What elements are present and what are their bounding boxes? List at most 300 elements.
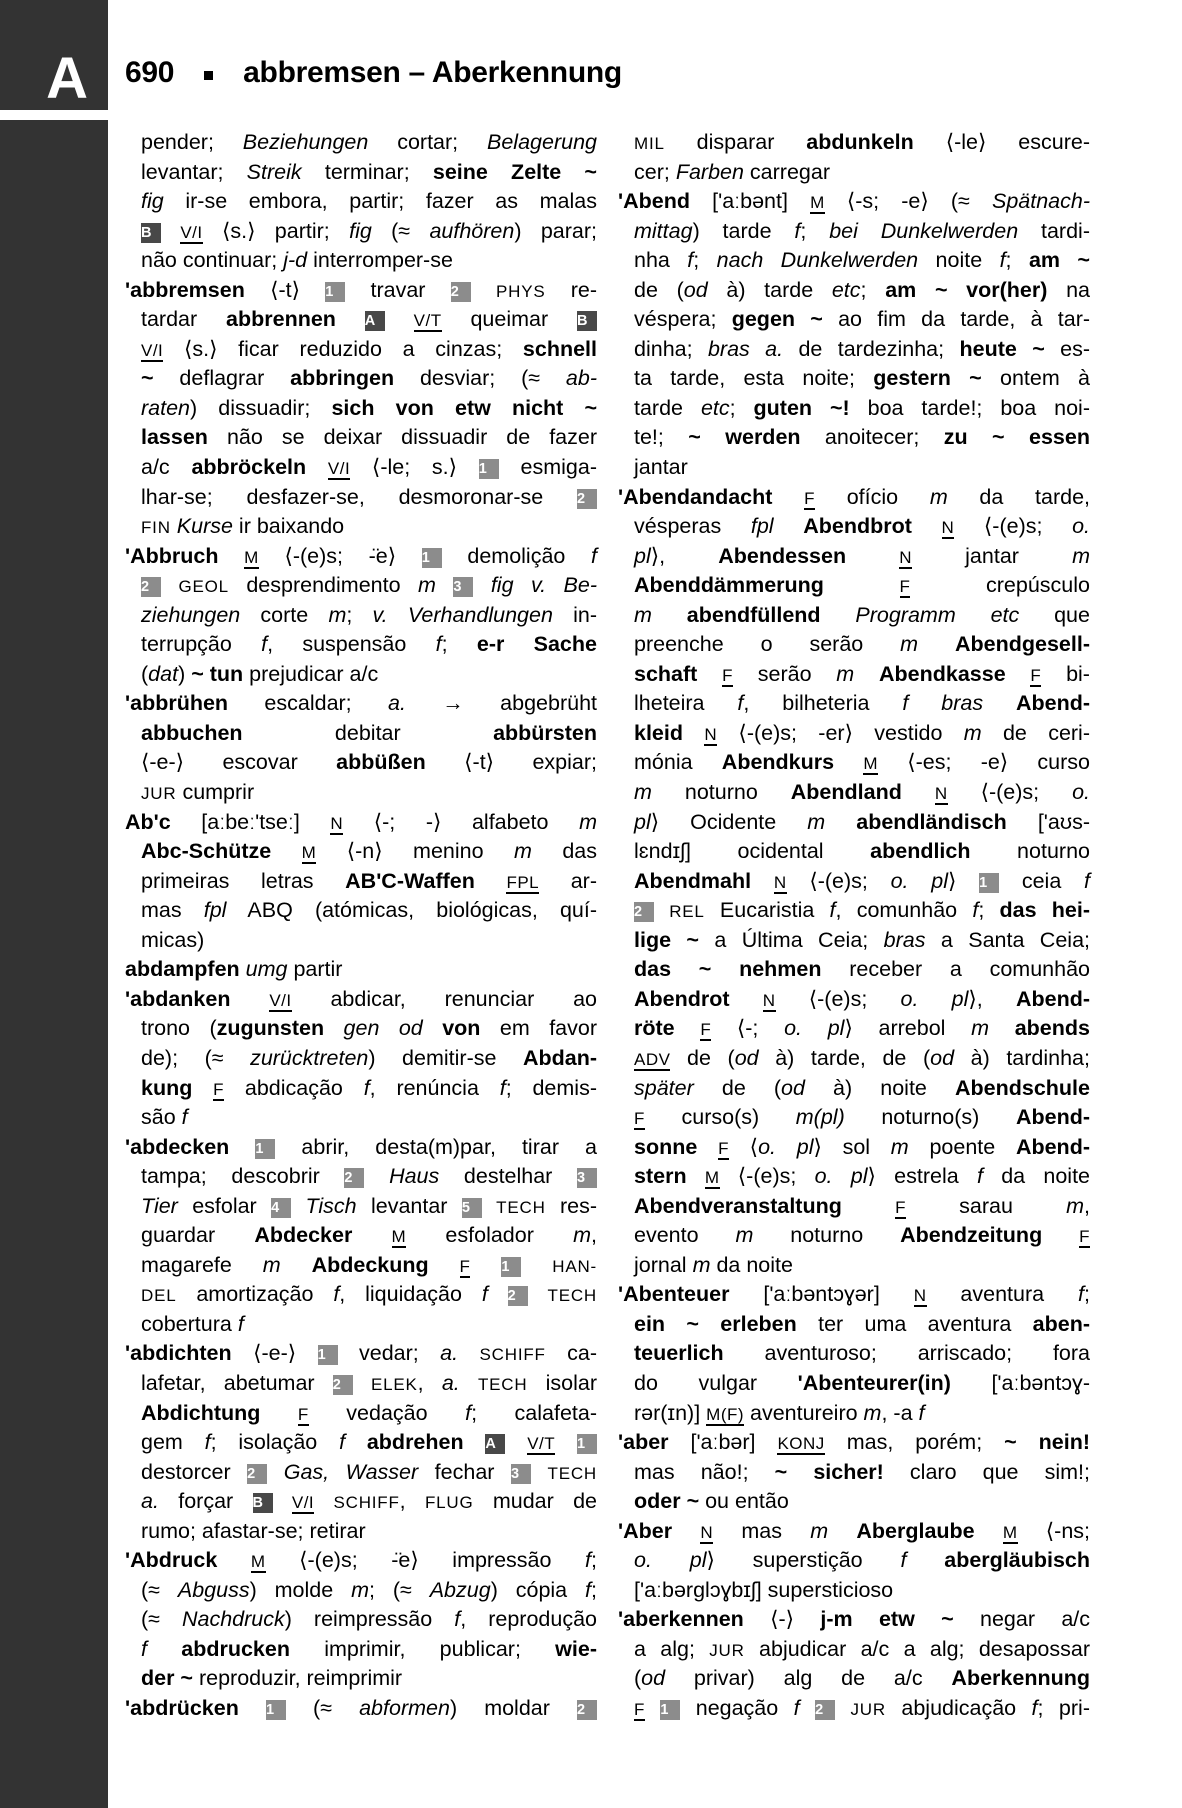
text-run: f [204,1430,211,1455]
text-run: 'Abdruck [125,1548,218,1573]
text-run [821,603,856,627]
text-run: 'Abend [618,189,690,214]
pos-label: M [301,843,317,863]
text-run: ; [1084,1282,1090,1307]
text-run: m [634,602,652,627]
text-run: 'aberkennen [618,1607,744,1632]
text-run: Aberkennung [951,1666,1090,1691]
field-label: REL [669,902,705,922]
text-run: ⟨-n⟩ menino [316,839,514,864]
text-run: nha [634,248,688,273]
dictionary-line [618,1517,1090,1547]
text-run: ⟨-(e)s; [786,868,891,893]
text-run: , suspensão [267,632,436,657]
text-run: f [829,898,836,923]
text-run [260,1401,298,1425]
text-run: von [442,1016,481,1041]
dictionary-line [125,1399,597,1429]
text-run: f [481,1282,488,1307]
text-run: ) tarde [692,218,795,243]
pos-label: N [700,1522,714,1542]
dictionary-line [618,955,1090,985]
text-run: seine Zelte ~ [432,159,597,184]
text-run: terrupção [141,632,262,657]
text-run [672,1519,700,1543]
text-run [267,1460,284,1484]
dictionary-line [125,1369,597,1399]
text-run [385,307,414,331]
text-run: Eucaristia [704,898,830,923]
text-run: de ( [634,277,684,302]
dictionary-line [125,1546,597,1576]
field-label: PHYS [495,281,546,301]
text-run: ⟨-(e)s; [954,514,1073,539]
pos-label: N [913,1286,927,1306]
text-run: bei Dunkelwerden [829,218,1019,243]
dictionary-line [125,1487,597,1517]
text-run: véspera; [634,307,732,332]
text-run: lhar-se; desfazer-se, desmoronar-se [141,484,577,509]
text-run: 'Abbruch [125,543,219,568]
text-run: rər(ɪn)] [634,1400,707,1425]
pos-label: F [718,1138,729,1158]
text-run: f [339,1430,346,1455]
text-run: fig [141,189,164,214]
dictionary-line [618,335,1090,365]
text-run [846,544,899,568]
text-run: negação [680,1695,794,1720]
text-run: ⟨-; [711,1016,785,1041]
text-run: m [1066,1193,1085,1218]
text-run: fig [349,218,372,243]
text-run: od [683,277,708,302]
text-run [458,1341,479,1365]
pos-label: F [459,1256,471,1276]
dictionary-line [125,926,597,956]
text-run [555,1430,577,1454]
text-run [271,839,301,863]
text-run [918,632,955,656]
text-run: m [836,661,855,686]
pos-label: KONJ [777,1434,825,1454]
text-run: etc [831,277,861,302]
dictionary-line [618,808,1090,838]
text-run [475,869,507,893]
text-run: später [634,1075,694,1100]
text-run: ; [729,395,754,420]
text-run: da noite [710,1252,793,1277]
text-run [521,1253,552,1277]
text-run [906,1548,944,1572]
text-run: guardar [141,1223,255,1248]
field-label: GEOL [178,577,229,597]
dictionary-line [125,689,597,719]
text-run: ⟩ estrela [867,1164,977,1189]
pos-label: V/I [180,222,203,242]
dictionary-line [618,1487,1090,1517]
text-run: e-r Sache [476,632,597,657]
text-run: ⟨-es; -e⟩ curso [878,750,1090,775]
text-run [828,1519,856,1543]
text-run: ⟨-e-⟩ escovar [141,750,337,775]
text-run: , [591,1223,597,1248]
text-run [774,514,804,538]
text-run: röte [634,1016,675,1041]
text-run: cer; [634,159,676,184]
pos-label: M(F) [706,1404,745,1424]
text-run: esfolar [177,1193,272,1218]
text-run: f [999,248,1006,273]
text-run: são [141,1105,182,1130]
text-run: raten [141,395,191,420]
letter-badge: B [577,311,597,331]
dictionary-line [618,305,1090,335]
text-run: ) reimpressão [284,1607,455,1632]
text-run: 'abdecken [125,1134,230,1159]
pos-label: F [895,1197,906,1217]
text-run: ; (≈ [369,1577,430,1602]
text-run: receber a comunhão [821,957,1090,982]
text-run: ~ tun [191,661,244,686]
text-run: ; calafeta- [471,1400,597,1425]
dictionary-line [618,630,1090,660]
dictionary-line [125,719,597,749]
text-run: 'Abenteurer(in) [797,1370,951,1395]
dictionary-line [618,1221,1090,1251]
pos-label: FPL [506,872,540,892]
text-run: ca- [545,1341,598,1366]
text-run [281,1253,312,1277]
text-run: schnell [522,336,597,361]
text-run: mónia [634,750,722,775]
pos-label: F [634,1699,645,1719]
text-run: Abendland [790,780,902,805]
dictionary-line [125,128,597,158]
text-run: Abdichtung [141,1400,261,1425]
text-run: oder ~ [634,1489,700,1514]
text-run [902,780,935,804]
field-label: FIN [141,518,171,538]
text-run: m [810,1518,829,1543]
number-badge: 1 [501,1257,521,1277]
text-run [229,1135,255,1159]
text-run: umg [245,957,288,982]
text-run: desviar; (≈ [394,366,566,391]
text-run: mas [141,898,204,923]
text-run [364,1164,389,1188]
text-run: m [735,1223,754,1248]
text-run: ['aːbərglɔɣbɪʃ] supersticioso [634,1577,894,1602]
text-run: que [1019,602,1090,627]
text-run [147,1637,181,1661]
text-run: destorcer [141,1459,248,1484]
pos-label: N [899,547,913,567]
page-number: 690 [125,56,175,89]
text-run: ⟨s.⟩ ficar reduzido a cinzas; [163,336,523,361]
dictionary-line [125,453,597,483]
pos-label: M [810,193,825,213]
text-run: o. pl [900,986,969,1011]
text-run: fpl [203,898,227,923]
text-run: v. Verhandlungen [372,602,553,627]
text-run: → abgebrüht [405,691,597,716]
text-run [531,1460,548,1484]
text-run: abendländisch [856,809,1007,834]
text-run: rumo; afastar-se; retirar [141,1518,366,1543]
text-run: zu ~ essen [943,425,1090,450]
dictionary-line [618,276,1090,306]
dictionary-line [618,1074,1090,1104]
text-run: negar a/c [953,1607,1090,1632]
text-run: anoitecer; [800,425,944,450]
text-run: Abc-Schütze [141,839,272,864]
text-run: Abendkurs [721,750,835,775]
pos-label: N [941,518,955,538]
pos-label: V/I [327,459,351,479]
text-run: , bilheteria [743,691,903,716]
text-run: a. [441,1370,460,1395]
text-run: abbrennen [226,307,336,332]
number-badge: 4 [271,1198,291,1218]
text-run: ) molde [249,1577,352,1602]
dictionary-line [618,1103,1090,1133]
text-run: f [591,543,597,568]
text-run: em favor [480,1016,597,1041]
text-run [473,573,490,597]
text-run: sonne [634,1134,698,1159]
dictionary-line [618,394,1090,424]
text-run: 'Abenteuer [618,1282,730,1307]
text-run: ab- [565,366,597,391]
text-run: cumprir [176,780,255,805]
pos-label: V/I [269,990,292,1010]
text-run: tardi- [1018,218,1090,243]
text-run: kung [141,1075,193,1100]
dictionary-line [125,1103,597,1133]
number-badge: 2 [247,1464,267,1484]
text-run: micas) [141,927,205,952]
text-run: ⟨-(e)s; [719,1164,815,1189]
text-run: 'Abendandacht [618,484,773,509]
dictionary-line [618,1133,1090,1163]
text-run [460,1371,478,1395]
text-run: lafetar, abetumar [141,1370,333,1395]
text-run: Abdecker [254,1223,353,1248]
text-run: guten ~! [753,395,850,420]
number-badge: 1 [325,282,345,302]
number-badge: 2 [508,1286,528,1306]
text-run: magarefe [141,1252,263,1277]
text-run: heute ~ [959,336,1045,361]
dictionary-line [125,1192,597,1222]
text-run: 'abbremsen [125,277,245,302]
letter-badge: B [141,223,161,243]
text-run: 'abdrücken [125,1695,239,1720]
text-run [975,1519,1003,1543]
text-run: Abendgesell- [955,632,1090,657]
text-run: cobertura [141,1311,238,1336]
dictionary-line [125,187,597,217]
text-run: queimar [441,307,577,332]
text-run: Abend- [1015,1134,1090,1159]
text-run: ⟨-t⟩ [244,277,326,302]
text-run [353,1371,371,1395]
dictionary-line [618,1014,1090,1044]
text-run: m [513,839,532,864]
dictionary-line [125,896,597,926]
text-run: ['aːbəntɔɣər] [729,1282,914,1307]
text-run: ( [634,1666,642,1691]
text-run: Haus [389,1164,440,1189]
text-run: ) moldar [449,1695,577,1720]
text-run: od [781,1075,805,1100]
text-run: bi- [1041,661,1090,686]
text-run: Abendzeitung [900,1223,1043,1248]
text-run: esmiga- [498,455,597,480]
dictionary-line [618,423,1090,453]
text-run: m [417,573,436,598]
text-run: ⟩ superstição [706,1548,901,1573]
pos-label: M [250,1552,266,1572]
text-run: de ceri- [981,720,1090,745]
text-run [324,1016,343,1040]
text-run: ⟩ sol [813,1134,891,1159]
text-run: tampa; descobrir [141,1164,345,1189]
text-run: das ~ nehmen [634,957,822,982]
text-run: corte [240,602,329,627]
text-run [912,514,942,538]
text-run: Abzug [429,1577,491,1602]
dictionary-line [125,630,597,660]
text-run: ) [178,661,192,686]
text-run: levantar [356,1193,462,1218]
text-run: Abenddämmerung [634,573,824,598]
text-run: noturno [970,839,1090,864]
number-badge: 1 [577,1434,597,1454]
text-run: f [976,1164,983,1189]
text-run [352,1223,391,1247]
text-run: ; [346,602,373,627]
dictionary-line [618,542,1090,572]
dictionary-line [618,512,1090,542]
text-run: f [435,632,442,657]
number-badge: 1 [979,873,999,893]
text-run: cortar; [368,130,487,154]
text-run: ⟨s.⟩ partir; [202,218,350,243]
dictionary-line [618,1546,1090,1576]
text-run: noite [918,248,1000,273]
text-run: gestern ~ [873,366,982,391]
field-label: HAN- [552,1256,598,1276]
dictionary-line [125,955,597,985]
text-run: (≈ [141,1577,178,1602]
text-run: teuerlich [634,1341,724,1366]
text-run: m [963,720,982,745]
number-badge: 5 [462,1198,482,1218]
dictionary-line [618,364,1090,394]
text-run: vedação [308,1400,466,1425]
dictionary-line [125,305,597,335]
text-run: destelhar [439,1164,577,1189]
text-run: bras a. [707,336,784,361]
dictionary-line [618,217,1090,247]
dictionary-line [125,1044,597,1074]
text-run: Abdeckung [311,1252,429,1277]
text-run: ) parar; [514,218,597,243]
dictionary-line [618,1251,1090,1281]
text-run: abdampfen [125,957,240,982]
text-run: etc [700,395,730,420]
text-run: crepúsculo [910,573,1090,598]
text-run: lɛndɪʃ] ocidental [634,839,871,864]
dictionary-line [125,985,597,1015]
text-run: ⟨-(e)s; [775,986,901,1011]
text-run: claro que sim!; [883,1459,1090,1484]
text-run: Kurse [176,514,233,539]
text-run: Ab'c [125,809,171,834]
text-run: in- [552,602,597,627]
dictionary-line [618,601,1090,631]
text-run: das [531,839,597,864]
text-run: ⟨-; -⟩ alfabeto [343,809,580,834]
text-run: Abendveranstaltung [634,1193,842,1218]
text-run: da tarde, [947,484,1091,509]
text-run [645,1696,660,1720]
dictionary-line [125,571,597,601]
field-label: FLUG [424,1493,474,1513]
text-run: ; pri- [1037,1695,1090,1720]
text-run: abbürsten [493,720,597,745]
text-run: ( [141,661,149,686]
text-run: sarau [905,1193,1067,1218]
text-run [824,573,900,597]
text-run: ⟨-le⟩ escure- [913,130,1091,154]
text-run: (≈ [285,1695,360,1720]
dictionary-line [125,1694,597,1724]
text-run: o. pl [890,868,948,893]
text-run: m [929,484,948,509]
text-run: desprendimento [228,573,418,598]
text-run [1006,662,1031,686]
text-run: tardar [141,307,227,332]
text-run: ⟨-le; s.⟩ [350,455,479,480]
text-run: ontem à [981,366,1090,391]
text-run: f [333,1282,340,1307]
dictionary-line [618,689,1090,719]
text-run [834,750,863,774]
dictionary-line [125,1251,597,1281]
text-run: , [417,1370,442,1395]
text-run: f [261,632,268,657]
text-run: preenche o serão [634,632,901,657]
dictionary-line [618,453,1090,483]
text-run [291,1194,305,1218]
pos-label: F [899,577,911,597]
text-run [423,1016,442,1040]
text-run: a. [388,691,406,716]
text-run: jantar [912,543,1073,568]
text-run: abbröckeln [191,455,307,480]
text-run [825,810,856,834]
text-run: Abendrot [634,986,730,1011]
text-run [697,1135,718,1159]
text-run: te!; [634,425,689,450]
pos-label: M [863,754,879,774]
text-run: na [1047,277,1090,302]
tab-letter-label: A [46,46,88,111]
text-run: trono ( [141,1016,217,1041]
number-badge: 2 [634,902,654,922]
